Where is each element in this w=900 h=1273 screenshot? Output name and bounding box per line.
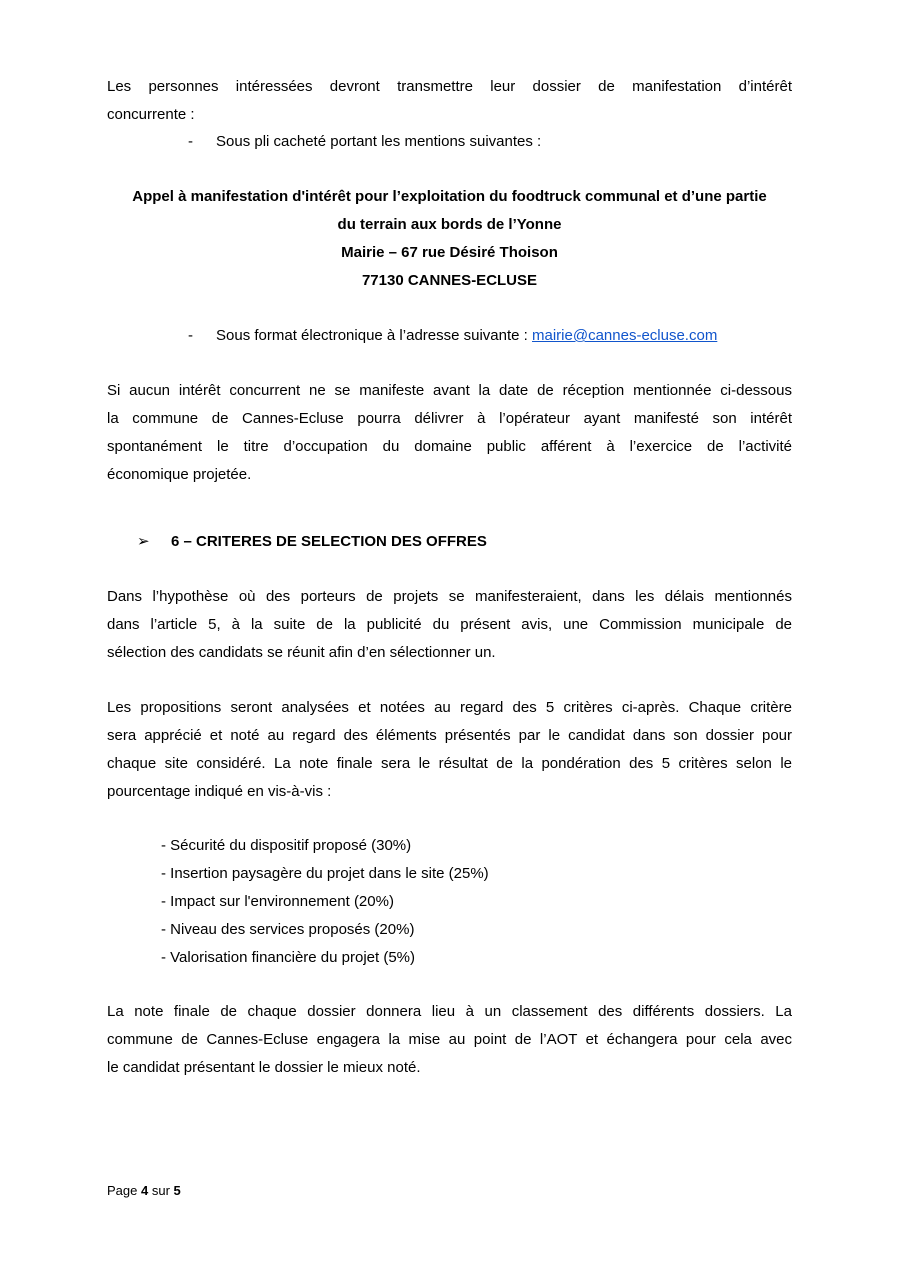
intro-line-2: concurrente : (107, 106, 195, 123)
section-6-title: 6 – CRITERES DE SELECTION DES OFFRES (171, 533, 487, 550)
no-interest-paragraph (107, 377, 792, 489)
mention-line-3: Mairie – 67 rue Désiré Thoison (341, 244, 558, 261)
footer-of-label: sur (151, 1183, 170, 1198)
note-finale-line-1: La note finale de chaque dossier donnera lieu à un classement des différents dossiers. La (107, 1003, 792, 1020)
criteria-item: - Sécurité du dispositif proposé (30%) (161, 837, 412, 854)
mention-line-1: Appel à manifestation d'intérêt pour l’exploitation du foodtruck communal et d’une partie (132, 188, 767, 205)
no-interest-line-3: spontanément le titre d’occupation du domaine public afférent à l’exercice de l’activité (107, 438, 792, 455)
no-interest-line-2: la commune de Cannes-Ecluse pourra délivrer à l’opérateur ayant manifesté son intérêt (107, 410, 792, 427)
criteria-list (161, 832, 489, 972)
hypothese-paragraph (107, 583, 792, 667)
section-6-heading (137, 528, 487, 556)
mention-line-2: du terrain aux bords de l’Yonne (337, 216, 562, 233)
page-footer (107, 1181, 181, 1201)
dash-bullet: - (188, 327, 193, 344)
envelope-mention (107, 183, 792, 295)
email-link[interactable]: mairie@cannes-ecluse.com (532, 327, 718, 344)
no-interest-line-1: Si aucun intérêt concurrent ne se manifeste avant la date de réception mentionnée ci-dessous (107, 382, 792, 399)
dash-item-sealed (188, 128, 541, 156)
note-finale-paragraph (107, 998, 792, 1082)
note-finale-line-3: le candidat présentant le dossier le mieux noté. (107, 1059, 421, 1076)
criteria-item: - Impact sur l'environnement (20%) (161, 893, 394, 910)
criteria-item: - Insertion paysagère du projet dans le site (25%) (161, 865, 489, 882)
note-finale-line-2: commune de Cannes-Ecluse engagera la mise au point de l’AOT et échangera pour cela avec (107, 1031, 792, 1048)
dash-bullet: - (188, 133, 193, 150)
intro-paragraph (107, 73, 792, 129)
criteria-item: - Valorisation financière du projet (5%) (161, 949, 416, 966)
criteria-item: - Niveau des services proposés (20%) (161, 921, 415, 938)
propositions-paragraph (107, 694, 792, 806)
no-interest-line-4: économique projetée. (107, 466, 252, 483)
arrow-bullet-icon: ➢ (137, 533, 150, 550)
mention-line-4: 77130 CANNES-ECLUSE (361, 272, 538, 289)
footer-total-pages: 5 (173, 1183, 181, 1198)
propositions-line-4: pourcentage indiqué en vis-à-vis : (107, 783, 332, 800)
dash-item-electronic-text: Sous format électronique à l’adresse suivante : (216, 327, 533, 344)
intro-line-1: Les personnes intéressées devront transmettre leur dossier de manifestation d’intérêt (107, 78, 792, 95)
hypothese-line-1: Dans l’hypothèse où des porteurs de projets se manifesteraient, dans les délais mentionnés (107, 588, 792, 605)
dash-item-sealed-text: Sous pli cacheté portant les mentions suivantes : (216, 133, 542, 150)
footer-page-number: 4 (141, 1183, 149, 1198)
propositions-line-1: Les propositions seront analysées et notées au regard des 5 critères ci-après. Chaque critère (107, 699, 792, 716)
hypothese-line-2: dans l’article 5, à la suite de la publicité du présent avis, une Commission municipale de (107, 616, 792, 633)
hypothese-line-3: sélection des candidats se réunit afin d’en sélectionner un. (107, 644, 496, 661)
footer-page-label: Page (107, 1183, 138, 1198)
dash-item-electronic (188, 322, 717, 350)
propositions-line-2: sera apprécié et noté au regard des éléments présentés par le candidat dans son dossier pour (107, 727, 792, 744)
propositions-line-3: chaque site considéré. La note finale sera le résultat de la pondération des 5 critères selon le (107, 755, 792, 772)
